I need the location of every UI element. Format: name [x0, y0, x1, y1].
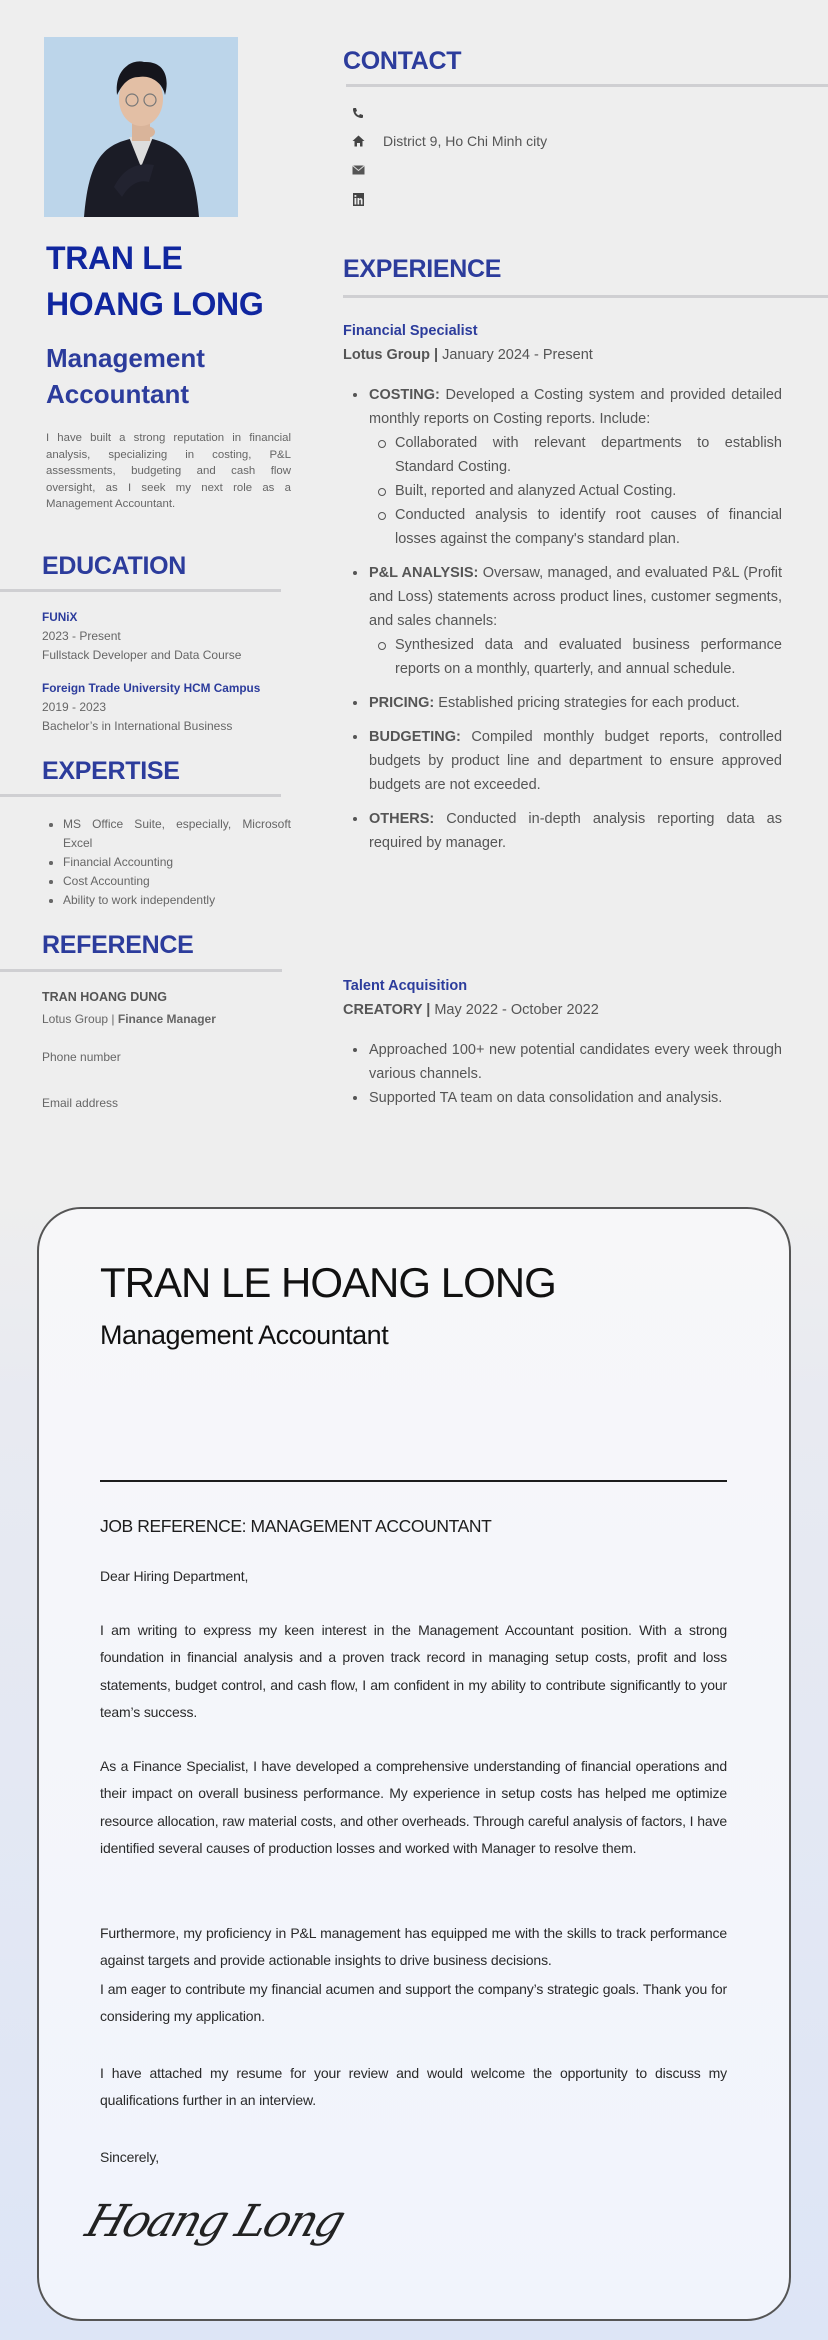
bullet-label: P&L ANALYSIS:: [369, 565, 479, 581]
job-bullets: [350, 383, 782, 855]
cover-letter-role: Management Accountant: [100, 1320, 389, 1350]
education-item: [42, 608, 302, 665]
contact-address-value: District 9, Ho Chi Minh city: [383, 133, 548, 149]
sub-bullet: Collaborated with relevant departments to establish Standard Costing.: [369, 431, 782, 479]
reference-name: TRAN HOANG DUNG: [42, 990, 167, 1004]
job-bullets: [350, 1038, 782, 1110]
education-heading: EDUCATION: [42, 552, 187, 580]
job-bullet: [350, 725, 782, 797]
job-title: Talent Acquisition: [343, 978, 468, 994]
letter-paragraph: Furthermore, my proficiency in P&L management has equipped me with the skills to track performance against targets and provide actionable insights to drive business decisions.: [100, 1925, 727, 1969]
contact-phone: [350, 103, 383, 123]
bullet-label: COSTING:: [369, 387, 440, 403]
expertise-item: MS Office Suite, especially, Microsoft Excel: [46, 815, 291, 853]
education-divider: [0, 589, 281, 592]
bullet-label: BUDGETING:: [369, 729, 461, 745]
candidate-role: [46, 340, 205, 412]
job-title: Financial Specialist: [343, 323, 478, 339]
reference-phone: Phone number: [42, 1050, 121, 1064]
cover-letter-name: TRAN LE HOANG LONG: [100, 1259, 556, 1306]
expertise-heading: EXPERTISE: [42, 757, 180, 785]
sub-bullet: Built, reported and alanyzed Actual Costing.: [369, 479, 782, 503]
expertise-list: [46, 815, 291, 910]
education-item: [42, 679, 302, 736]
job-bullet: [350, 691, 782, 715]
reference-company-name: Lotus Group: [42, 1012, 109, 1026]
bullet-text: Developed a Costing system and provided detailed monthly reports on Costing reports. Include:: [369, 387, 782, 427]
profile-photo: [44, 37, 238, 217]
reference-position: Finance Manager: [117, 1012, 216, 1026]
job-bullet: [350, 561, 782, 681]
bullet-label: OTHERS:: [369, 811, 435, 827]
greeting: Dear Hiring Department,: [100, 1568, 249, 1584]
bullet-label: PRICING:: [369, 695, 435, 711]
contact-linkedin: [350, 189, 383, 209]
phone-icon: [350, 105, 366, 121]
expertise-item: Financial Accounting: [46, 853, 291, 872]
linkedin-icon: [350, 191, 366, 207]
contact-heading: CONTACT: [343, 47, 462, 75]
candidate-name: [46, 235, 263, 327]
expertise-divider: [0, 794, 281, 797]
education-program: Bachelor’s in International Business: [42, 719, 233, 733]
job-bullet: [350, 383, 782, 551]
job-company: [343, 1002, 599, 1018]
education-list: [42, 608, 302, 736]
role-line-1: Management: [46, 343, 205, 373]
reference-company: [42, 1010, 216, 1029]
job-company: [343, 347, 593, 363]
expertise-item: Cost Accounting: [46, 872, 291, 891]
home-icon: [350, 133, 366, 149]
job-bullet: Supported TA team on data consolidation and analysis.: [350, 1086, 782, 1110]
education-program: Fullstack Developer and Data Course: [42, 648, 242, 662]
letter-paragraph: I am eager to contribute my financial acumen and support the company’s strategic goals. Thank you for considering my application.: [100, 1981, 727, 2025]
education-years: 2019 - 2023: [42, 700, 107, 714]
letter-paragraph: I have attached my resume for your review and would welcome the opportunity to discuss my qualifications further in an interview.: [100, 2065, 727, 2109]
job-period: January 2024 - Present: [442, 347, 593, 363]
bullet-text: Oversaw, managed, and evaluated P&L (Profit and Loss) statements across product lines, customer segments, and sales channels:: [369, 565, 782, 629]
sub-bullets: [369, 431, 782, 551]
experience-heading: EXPERIENCE: [343, 255, 502, 283]
job-reference: JOB REFERENCE: MANAGEMENT ACCOUNTANT: [100, 1516, 492, 1536]
bullet-text: Conducted in-depth analysis reporting data as required by manager.: [369, 811, 783, 851]
education-school: Foreign Trade University HCM Campus: [42, 681, 261, 695]
sub-bullet: Conducted analysis to identify root causes of financial losses against the company's standard plan.: [369, 503, 782, 551]
education-school: FUNiX: [42, 610, 78, 624]
signature: Hoang Long: [79, 2196, 351, 2247]
role-line-2: Accountant: [46, 379, 189, 409]
profile-summary: I have built a strong reputation in financial analysis, specializing in costing, P&L assessments, budgeting and cash flow oversight, as I seek my next role as a Management Accountant.: [46, 432, 291, 511]
job-company-name: Lotus Group |: [343, 347, 439, 363]
bullet-text: Compiled monthly budget reports, controlled budgets by product line and department to ensure approved budgets are not exceeded.: [369, 729, 783, 793]
bullet-text: Established pricing strategies for each product.: [438, 695, 740, 711]
job-bullet: Approached 100+ new potential candidates every week through various channels.: [350, 1038, 782, 1086]
contact-email: [350, 160, 383, 180]
job-period: May 2022 - October 2022: [434, 1002, 599, 1018]
contact-address: [350, 131, 547, 151]
name-line-2: HOANG LONG: [46, 286, 264, 322]
letter-paragraph: I am writing to express my keen interest in the Management Accountant position. With a strong foundation in financial analysis and a proven track record in managing setup costs, profit and loss statements, budget control, and cash flow, I am confident in my ability to contribute significantly to your team’s success.: [100, 1622, 727, 1721]
education-years: 2023 - Present: [42, 629, 121, 643]
experience-divider: [343, 295, 828, 298]
job-company-name: CREATORY |: [343, 1002, 431, 1018]
cover-letter-divider: [100, 1480, 727, 1482]
contact-divider: [346, 84, 828, 87]
letter-paragraph: As a Finance Specialist, I have developed a comprehensive understanding of financial operations and their impact on overall business performance. My experience in setup costs has helped me optimize resource allocation, raw material costs, and other overheads. Through careful analysis of factors, I have identified several causes of production losses and worked with Manager to resolve them.: [100, 1758, 727, 1857]
expertise-item: Ability to work independently: [46, 891, 291, 910]
reference-divider: [0, 969, 282, 972]
closing: Sincerely,: [100, 2149, 159, 2165]
name-line-1: TRAN LE: [46, 240, 183, 276]
separator: |: [111, 1012, 115, 1026]
reference-email: Email address: [42, 1096, 119, 1110]
mail-icon: [350, 162, 366, 178]
job-bullet: [350, 807, 782, 855]
sub-bullets: [369, 633, 782, 681]
reference-heading: REFERENCE: [42, 931, 194, 959]
sub-bullet: Synthesized data and evaluated business performance reports on a monthly, quarterly, and annual schedule.: [369, 633, 782, 681]
